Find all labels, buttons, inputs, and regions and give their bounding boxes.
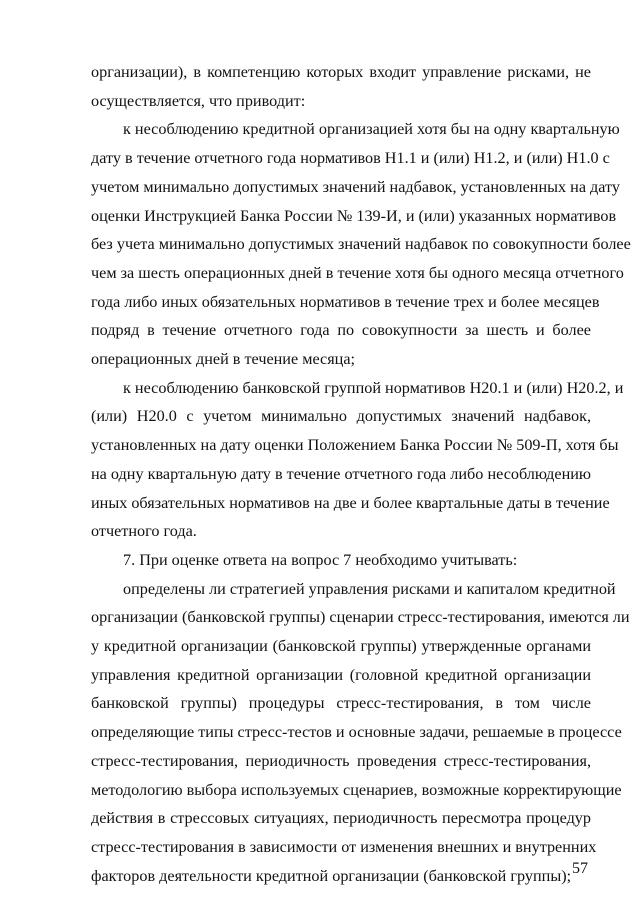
text-line: факторов деятельности кредитной организации (банковской группы); [91, 866, 572, 885]
text-line: подряд в течение отчетного года по совокупности за шесть и более [91, 321, 591, 340]
text-line: учетом минимально допустимых значений надбавок, установленных на дату [91, 177, 621, 196]
paragraph-2 [91, 115, 631, 373]
text-line: дату в течение отчетного года нормативов Н1.1 и (или) Н1.2, и (или) Н1.0 с [91, 149, 610, 168]
text-line: установленных на дату оценки Положением Банка России № 509-П, хотя бы [91, 436, 619, 455]
text-line: года либо иных обязательных нормативов в течение трех и более месяцев [91, 292, 600, 311]
text-line: методологию выбора используемых сценариев, возможные корректирующие [91, 780, 622, 799]
text-line: к несоблюдению кредитной организацией хотя бы на одну квартальную [123, 120, 620, 139]
text-line: иных обязательных нормативов на две и более квартальные даты в течение [91, 493, 610, 512]
page-number: 57 [572, 860, 588, 877]
paragraph-3 [91, 374, 624, 546]
text-line: без учета минимально допустимых значений надбавок по совокупности более [91, 235, 631, 254]
text-line: организации (банковской группы) сценарии стресс-тестирования, имеются ли [91, 608, 630, 627]
paragraph-4 [91, 546, 591, 575]
text-line: на одну квартальную дату в течение отчетного года либо несоблюдению [91, 464, 591, 483]
text-line: стресс-тестирования в зависимости от изменения внешних и внутренних [91, 837, 597, 856]
text-line: чем за шесть операционных дней в течение хотя бы одного месяца отчетного [91, 263, 624, 282]
text-line: к несоблюдению банковской группой нормативов Н20.1 и (или) Н20.2, и [123, 378, 624, 397]
text-line: управления кредитной организации (головной кредитной организации [91, 665, 591, 684]
text-line: операционных дней в течение месяца; [91, 350, 356, 369]
text-line: у кредитной организации (банковской группы) утвержденные органами [91, 637, 591, 656]
paragraph-5 [91, 575, 630, 891]
text-line: 7. При оценке ответа на вопрос 7 необходимо учитывать: [123, 550, 518, 569]
text-line: стресс-тестирования, периодичность проведения стресс-тестирования, [91, 751, 591, 770]
text-line: (или) Н20.0 с учетом минимально допустимых значений надбавок, [91, 407, 591, 426]
text-line: определены ли стратегией управления рисками и капиталом кредитной [123, 579, 616, 598]
text-line: определяющие типы стресс-тестов и основные задачи, решаемые в процессе [91, 723, 622, 742]
paragraph-1 [91, 58, 591, 115]
text-line: действия в стрессовых ситуациях, периодичность пересмотра процедур [91, 809, 591, 828]
text-line: осуществляется, что приводит: [91, 91, 306, 110]
text-line: банковской группы) процедуры стресс-тестирования, в том числе [91, 694, 591, 713]
text-line: оценки Инструкцией Банка России № 139-И, и (или) указанных нормативов [91, 206, 617, 225]
text-line: отчетного года. [91, 522, 197, 541]
document-page [91, 58, 631, 890]
text-line: организации), в компетенцию которых входит управление рисками, не [91, 63, 591, 81]
